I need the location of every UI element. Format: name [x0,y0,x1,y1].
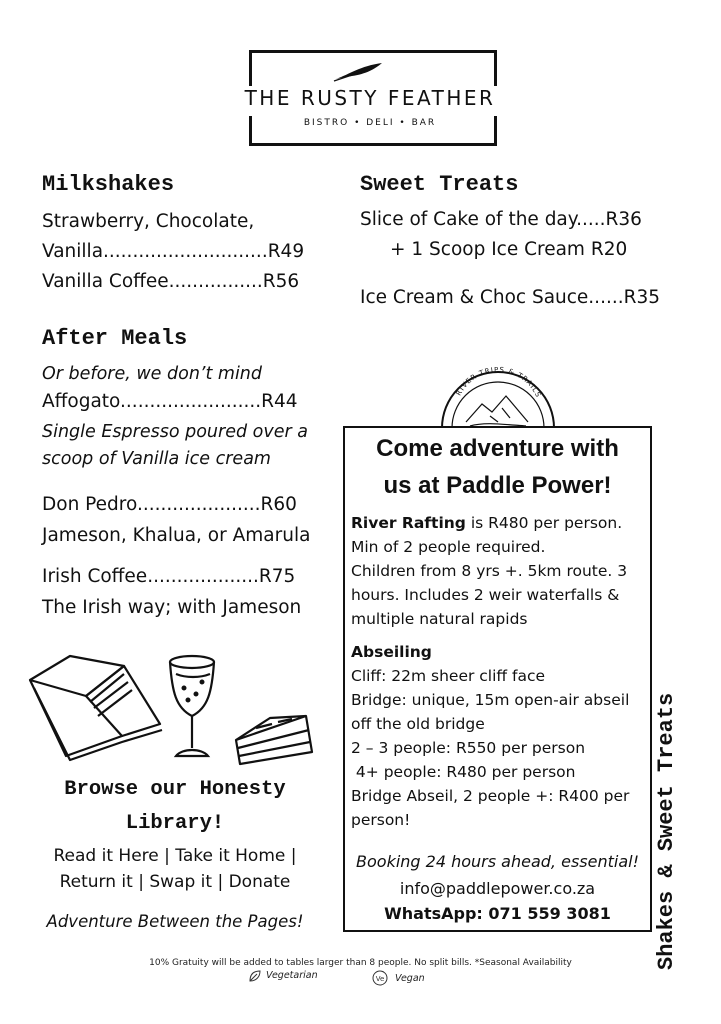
abseiling-line-6: Bridge Abseil, 2 people +: R400 per [351,787,630,805]
after-meals-heading: After Meals [42,326,188,351]
sweet-treats-line-2: + 1 Scoop Ice Cream R20 [390,239,628,260]
side-label: Shakes & Sweet Treats [654,692,679,970]
don-pedro-desc: Jameson, Khalua, or Amarula [42,525,311,546]
email-link[interactable]: info@paddlepower.co.za [399,879,596,898]
sweet-treats-line-3: Ice Cream & Choc Sauce......R35 [360,287,660,308]
rafting-line-5: multiple natural rapids [351,610,528,628]
leaf-icon [248,969,262,983]
abseiling-line-4: 2 – 3 people: R550 per person [351,739,586,757]
after-meals-intro: Or before, we don’t mind [42,364,263,384]
affogato-desc-2: scoop of Vanilla ice cream [42,449,271,469]
milkshakes-line-2: Vanilla............................R49 [42,241,305,262]
abseiling-line-2: Bridge: unique, 15m open-air abseil [351,691,630,709]
milkshakes-line-1: Strawberry, Chocolate, [42,211,255,232]
abseiling-line-5: 4+ people: R480 per person [351,763,576,781]
paddle-power-badge [440,356,556,428]
book-icon [30,656,162,760]
sweet-treats-line-1: Slice of Cake of the day.....R36 [360,209,642,230]
rafting-line-2: Min of 2 people required. [351,538,546,556]
library-illustration [26,652,326,768]
rafting-price: is R480 per person. [465,514,623,532]
library-line-2: Return it | Swap it | Donate [59,872,291,892]
dessert-glass-icon [170,656,214,756]
milkshakes-line-3: Vanilla Coffee................R56 [42,271,300,292]
rafting-label: River Rafting [351,514,466,532]
rafting-line-1 [351,514,622,532]
vegan-label: Vegan [395,973,425,984]
abseiling-line-7: person! [351,811,411,829]
library-heading-1: Browse our Honesty [64,778,286,801]
footer-note: 10% Gratuity will be added to tables larger than 8 people. No split bills. *Seasonal Availability [149,958,572,968]
library-heading-2: Library! [125,812,225,835]
affogato-desc-1: Single Espresso poured over a [42,422,308,442]
paddle-power-title-line-2: us at Paddle Power! [383,472,612,499]
abseiling-line-3: off the old bridge [351,715,485,733]
library-tagline: Adventure Between the Pages! [46,912,304,931]
abseiling-heading: Abseiling [351,643,432,661]
milkshakes-heading: Milkshakes [42,172,175,197]
paddle-power-title-line-1: Come adventure with [376,435,619,462]
feather-icon [330,60,410,82]
rafting-line-4: hours. Includes 2 weir waterfalls & [351,586,620,604]
don-pedro-item: Don Pedro.....................R60 [42,494,297,515]
sweet-treats-heading: Sweet Treats [360,172,519,197]
affogato-item: Affogato........................R44 [42,391,298,412]
whatsapp-number[interactable]: WhatsApp: 071 559 3081 [384,904,611,923]
irish-coffee-item: Irish Coffee...................R75 [42,566,296,587]
abseiling-line-1: Cliff: 22m sheer cliff face [351,667,546,685]
library-line-1: Read it Here | Take it Home | [53,846,297,866]
irish-coffee-desc: The Irish way; with Jameson [42,597,302,618]
vegan-badge-icon [372,970,388,986]
vegetarian-label: Vegetarian [266,970,318,981]
logo-subtitle: BISTRO • DELI • BAR [303,118,437,128]
booking-note: Booking 24 hours ahead, essential! [356,852,639,871]
paddle-power-title [345,430,650,504]
rafting-line-3: Children from 8 yrs +. 5km route. 3 [351,562,628,580]
logo-title: THE RUSTY FEATHER [244,86,496,110]
badge-text: RIVER TRIPS & TRAILS [454,365,543,400]
cake-slice-icon [236,716,312,764]
vegan-badge-text: Ve [375,975,385,983]
